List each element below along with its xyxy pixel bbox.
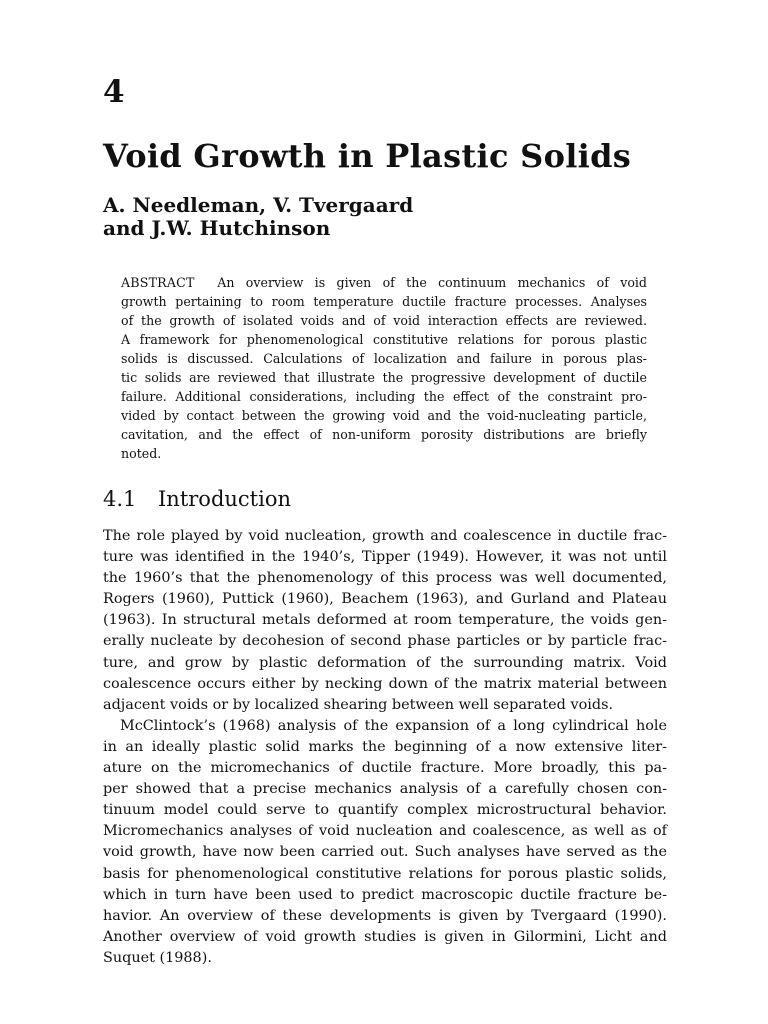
paragraph-2-line: ature on the micromechanics of ductile fracture. More broadly, this pa- xyxy=(103,760,667,777)
section-title: Introduction xyxy=(158,487,291,511)
paragraph-2-line: tinuum model could serve to quantify complex microstructural behavior. xyxy=(103,802,667,819)
paragraph-1-line: erally nucleate by decohesion of second phase particles or by particle frac- xyxy=(103,633,667,650)
paragraph-2-line: per showed that a precise mechanics analysis of a carefully chosen con- xyxy=(103,781,667,798)
paragraph-2-line: Another overview of void growth studies is given in Gilormini, Licht and xyxy=(103,928,667,945)
abstract-line: noted. xyxy=(121,446,162,461)
abstract xyxy=(121,273,647,463)
paragraph-1-line: ture was identified in the 1940’s, Tipper (1949). However, it was not until xyxy=(103,549,667,566)
abstract-line xyxy=(121,273,647,292)
abstract-line: cavitation, and the effect of non-uniform porosity distributions are briefly xyxy=(121,427,647,442)
chapter-number: 4 xyxy=(103,74,125,110)
section-heading xyxy=(103,485,291,513)
abstract-line: A framework for phenomenological constitutive relations for porous plastic xyxy=(121,332,647,347)
abstract-label: ABSTRACT xyxy=(121,275,195,290)
paragraph-2-line: in an ideally plastic solid marks the beginning of a now extensive liter- xyxy=(103,738,667,755)
abstract-line: failure. Additional considerations, including the effect of the constraint pro- xyxy=(121,389,647,404)
paragraph-2-line: void growth, have now been carried out. Such analyses have served as the xyxy=(103,844,667,861)
abstract-line: of the growth of isolated voids and of void interaction effects are reviewed. xyxy=(121,313,647,328)
paragraph-2-line: McClintock’s (1968) analysis of the expansion of a long cylindrical hole xyxy=(120,717,667,734)
paragraph-2-line: basis for phenomenological constitutive relations for porous plastic solids, xyxy=(103,865,667,882)
section-number: 4.1 xyxy=(103,487,137,511)
abstract-line: solids is discussed. Calculations of localization and failure in porous plas- xyxy=(121,351,647,366)
paragraph-2-line: Suquet (1988). xyxy=(103,949,212,966)
authors-line-2: and J.W. Hutchinson xyxy=(103,216,331,240)
abstract-line: vided by contact between the growing void and the void-nucleating particle, xyxy=(121,408,647,423)
abstract-line-text: An overview is given of the continuum mechanics of void xyxy=(217,275,647,290)
authors xyxy=(103,194,413,240)
paragraph-1-line: the 1960’s that the phenomenology of this process was well documented, xyxy=(103,570,667,587)
paragraph-2-line: havior. An overview of these developments is given by Tvergaard (1990). xyxy=(103,907,667,924)
abstract-line: growth pertaining to room temperature ductile fracture processes. Analyses xyxy=(121,294,647,309)
paragraph-1-line: Rogers (1960), Puttick (1960), Beachem (1963), and Gurland and Plateau xyxy=(103,591,667,608)
paragraph-1-line: (1963). In structural metals deformed at room temperature, the voids gen- xyxy=(103,612,667,629)
body-text xyxy=(103,526,667,969)
paragraph-1-line: ture, and grow by plastic deformation of the surrounding matrix. Void xyxy=(103,654,667,671)
paragraph-2-line: which in turn have been used to predict macroscopic ductile fracture be- xyxy=(103,886,667,903)
paragraph-1-line: adjacent voids or by localized shearing between well separated voids. xyxy=(103,696,614,713)
abstract-line: tic solids are reviewed that illustrate the progressive development of ductile xyxy=(121,370,647,385)
authors-line-1: A. Needleman, V. Tvergaard xyxy=(103,193,414,217)
paragraph-1-line: The role played by void nucleation, growth and coalescence in ductile frac- xyxy=(103,528,667,544)
paragraph-2-line: Micromechanics analyses of void nucleation and coalescence, as well as of xyxy=(103,823,667,840)
paragraph-1-line: coalescence occurs either by necking down of the matrix material between xyxy=(103,675,667,692)
chapter-title: Void Growth in Plastic Solids xyxy=(103,137,632,175)
